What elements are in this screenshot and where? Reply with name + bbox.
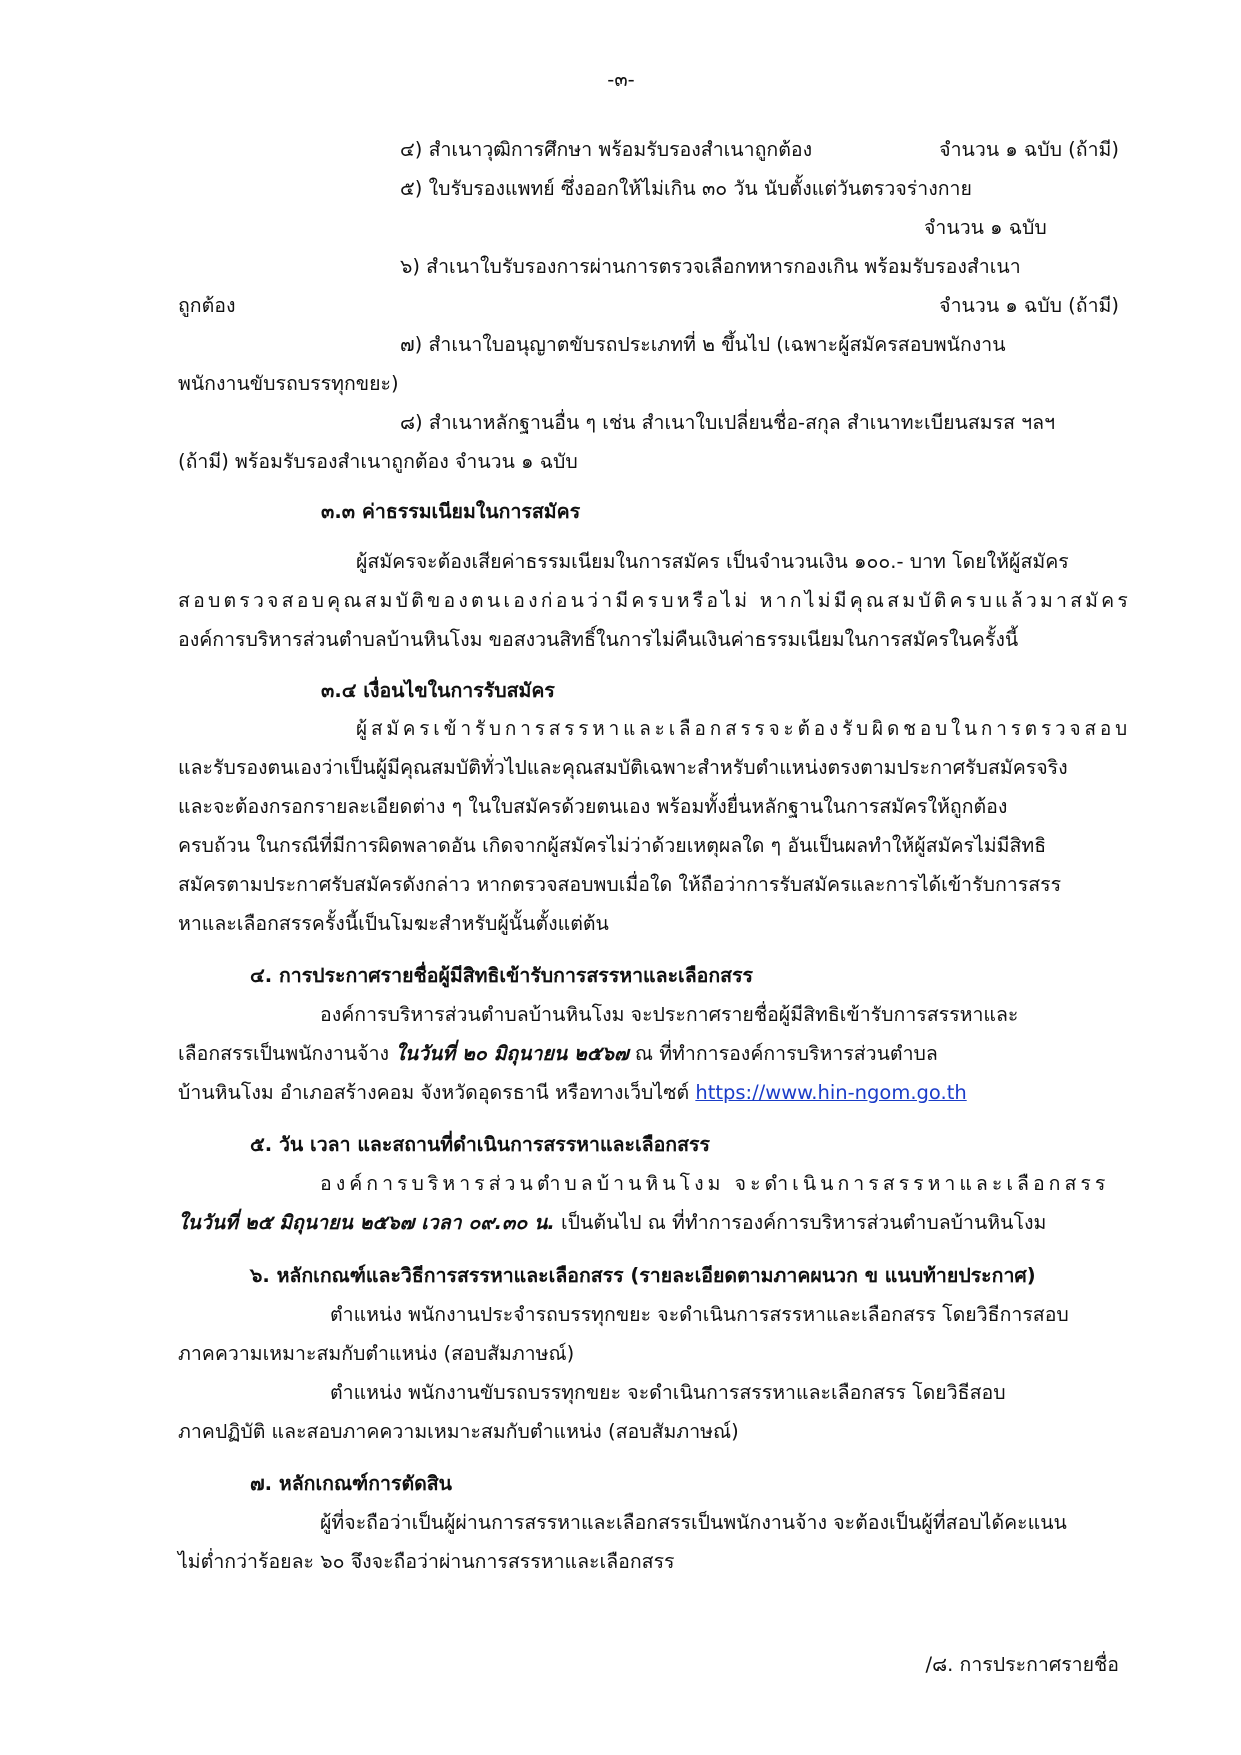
- list-item-5-qty: จำนวน ๑ ฉบับ: [924, 216, 1047, 239]
- section-4-line: [178, 1044, 938, 1064]
- section-3-3-line: สอบตรวจสอบคุณสมบัติของตนเองก่อนว่ามีครบหรือไม่ หากไม่มีคุณสมบัติครบแล้วมาสมัคร: [178, 589, 1132, 612]
- list-item-6-qty: จำนวน ๑ ฉบับ (ถ้ามี): [939, 294, 1119, 317]
- list-item-5: ๕) ใบรับรองแพทย์ ซึ่งออกให้ไม่เกิน ๓๐ วัน นับตั้งแต่วันตรวจร่างกาย: [400, 177, 972, 200]
- section-3-4-line: และรับรองตนเองว่าเป็นผู้มีคุณสมบัติทั่วไปและคุณสมบัติเฉพาะสำหรับตำแหน่งตรงตามประกาศรับสมัครจริง: [178, 756, 1068, 779]
- section-5-heading: ๕. วัน เวลา และสถานที่ดำเนินการสรรหาและเลือกสรร: [250, 1133, 710, 1156]
- section-4-line: องค์การบริหารส่วนตำบลบ้านหินโงม จะประกาศรายชื่อผู้มีสิทธิเข้ารับการสรรหาและ: [320, 1003, 1019, 1026]
- section-4-text: บ้านหินโงม อำเภอสร้างคอม จังหวัดอุดรธานี หรือทางเว็บไซต์: [178, 1081, 696, 1104]
- list-item-4-qty: จำนวน ๑ ฉบับ (ถ้ามี): [939, 138, 1119, 161]
- section-3-4-line: ครบถ้วน ในกรณีที่มีการผิดพลาดอัน เกิดจากผู้สมัครไม่ว่าด้วยเหตุผลใด ๆ อันเป็นผลทำให้ผู้สมัครไม่มีสิทธิ: [178, 834, 1047, 857]
- announcement-date: ในวันที่ ๒๐ มิถุนายน ๒๕๖๗: [395, 1042, 629, 1065]
- section-5-text: เป็นต้นไป ณ ที่ทำการองค์การบริหารส่วนตำบลบ้านหินโงม: [554, 1211, 1047, 1234]
- section-4-text: ณ ที่ทำการองค์การบริหารส่วนตำบล: [628, 1042, 938, 1065]
- section-7-line: ไม่ต่ำกว่าร้อยละ ๖๐ จึงจะถือว่าผ่านการสรรหาและเลือกสรร: [178, 1550, 675, 1573]
- list-item-4: ๔) สำเนาวุฒิการศึกษา พร้อมรับรองสำเนาถูกต้อง: [400, 138, 813, 161]
- list-item-7: ๗) สำเนาใบอนุญาตขับรถประเภทที่ ๒ ขึ้นไป (เฉพาะผู้สมัครสอบพนักงาน: [400, 333, 1006, 356]
- section-3-3-line: ผู้สมัครจะต้องเสียค่าธรรมเนียมในการสมัคร เป็นจำนวนเงิน ๑๐๐.- บาท โดยให้ผู้สมัคร: [356, 550, 1069, 573]
- section-7-heading: ๗. หลักเกณฑ์การตัดสิน: [250, 1472, 453, 1495]
- section-6-line: ตำแหน่ง พนักงานขับรถบรรทุกขยะ จะดำเนินการสรรหาและเลือกสรร โดยวิธีสอบ: [330, 1381, 1006, 1404]
- section-7-line: ผู้ที่จะถือว่าเป็นผู้ผ่านการสรรหาและเลือกสรรเป็นพนักงานจ้าง จะต้องเป็นผู้ที่สอบได้คะแนน: [320, 1511, 1067, 1534]
- section-3-3-line: องค์การบริหารส่วนตำบลบ้านหินโงม ขอสงวนสิทธิ์ในการไม่คืนเงินค่าธรรมเนียมในการสมัครในครั้งนี้: [178, 628, 1019, 651]
- section-3-3-heading: ๓.๓ ค่าธรรมเนียมในการสมัคร: [321, 500, 581, 523]
- list-item-7-cont: พนักงานขับรถบรรทุกขยะ): [178, 372, 399, 395]
- section-4-text: เลือกสรรเป็นพนักงานจ้าง: [178, 1042, 396, 1065]
- selection-date: ในวันที่ ๒๕ มิถุนายน ๒๕๖๗ เวลา ๐๙.๓๐ น.: [178, 1211, 555, 1234]
- section-4-line: [178, 1083, 967, 1103]
- section-6-line: ภาคความเหมาะสมกับตำแหน่ง (สอบสัมภาษณ์): [178, 1342, 575, 1365]
- list-item-8-cont: (ถ้ามี) พร้อมรับรองสำเนาถูกต้อง จำนวน ๑ ฉบับ: [178, 450, 578, 473]
- section-5-line: [178, 1213, 1046, 1233]
- section-4-heading: ๔. การประกาศรายชื่อผู้มีสิทธิเข้ารับการสรรหาและเลือกสรร: [250, 964, 754, 987]
- list-item-6-cont: ถูกต้อง: [178, 294, 236, 317]
- list-item-8: ๘) สำเนาหลักฐานอื่น ๆ เช่น สำเนาใบเปลี่ยนชื่อ-สกุล สำเนาทะเบียนสมรส ฯลฯ: [400, 411, 1056, 434]
- page-number: -๓-: [607, 68, 635, 91]
- section-6-line: ภาคปฏิบัติ และสอบภาคความเหมาะสมกับตำแหน่ง (สอบสัมภาษณ์): [178, 1420, 739, 1443]
- continuation-footer: /๘. การประกาศรายชื่อ: [925, 1653, 1119, 1676]
- section-3-4-line: หาและเลือกสรรครั้งนี้เป็นโมฆะสำหรับผู้นั้นตั้งแต่ต้น: [178, 912, 609, 935]
- section-3-4-line: สมัครตามประกาศรับสมัครดังกล่าว หากตรวจสอบพบเมื่อใด ให้ถือว่าการรับสมัครและการได้เข้ารับการสรร: [178, 873, 1062, 896]
- section-3-4-heading: ๓.๔ เงื่อนไขในการรับสมัคร: [321, 679, 555, 702]
- section-6-line: ตำแหน่ง พนักงานประจำรถบรรทุกขยะ จะดำเนินการสรรหาและเลือกสรร โดยวิธีการสอบ: [330, 1303, 1069, 1326]
- section-6-heading: ๖. หลักเกณฑ์และวิธีการสรรหาและเลือกสรร (รายละเอียดตามภาคผนวก ข แนบท้ายประกาศ): [250, 1264, 1036, 1287]
- list-item-6: ๖) สำเนาใบรับรองการผ่านการตรวจเลือกทหารกองเกิน พร้อมรับรองสำเนา: [400, 255, 1021, 278]
- website-link[interactable]: https://www.hin-ngom.go.th: [695, 1081, 967, 1104]
- section-3-4-line: ผู้สมัครเข้ารับการสรรหาและเลือกสรรจะต้องรับผิดชอบในการตรวจสอบ: [356, 717, 1132, 740]
- section-5-line: องค์การบริหารส่วนตำบลบ้านหินโงม จะดำเนินการสรรหาและเลือกสรร: [320, 1172, 1110, 1195]
- section-3-4-line: และจะต้องกรอกรายละเอียดต่าง ๆ ในใบสมัครด้วยตนเอง พร้อมทั้งยื่นหลักฐานในการสมัครให้ถูกต้อง: [178, 795, 1008, 818]
